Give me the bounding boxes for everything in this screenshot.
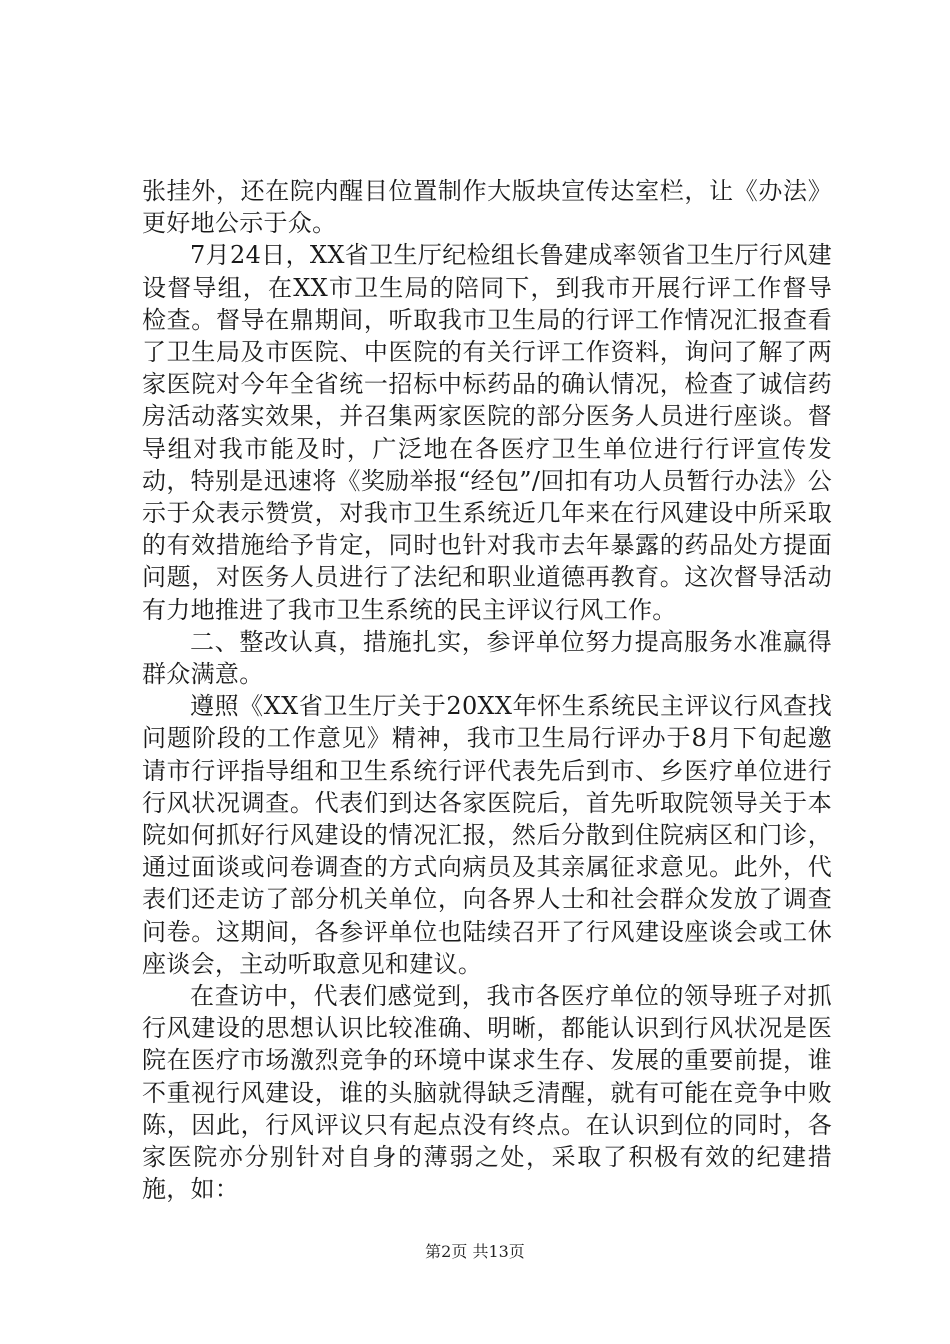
document-body [142,175,832,1206]
page-footer [0,1242,950,1262]
page-number-indicator: 第2页 共13页 [425,1242,525,1261]
paragraph-inspection: 7月24日，XX省卫生厅纪检组长鲁建成率领省卫生厅行风建设督导组，在XX市卫生局的陪同下，到我市开展行评工作督导检查。督导在鼎期间，听取我市卫生局的行评工作情况汇报查看了卫生局及市医院、中医院的有关行评工作资料，询问了解了两家医院对今年全省统一招标中标药品的确认情况，检查了诚信药房活动落实效果，并召集两家医院的部分医务人员进行座谈。督导组对我市能及时，广泛地在各医疗卫生单位进行行评宣传发动，特别是迅速将《奖励举报“经包”/回扣有功人员暂行办法》公示于众表示赞赏，对我市卫生系统近几年来在行风建设中所采取的有效措施给予肯定，同时也针对我市去年暴露的药品处方提面问题，对医务人员进行了法纪和职业道德再教育。这次督导活动有力地推进了我市卫生系统的民主评议行风工作。 [142,241,832,624]
section-heading-rectification: 二、整改认真，措施扎实，参评单位努力提高服务水准赢得群众满意。 [142,627,832,689]
paragraph-findings: 在查访中，代表们感觉到，我市各医疗单位的领导班子对抓行风建设的思想认识比较准确、明晰，都能认识到行风状况是医院在医疗市场激烈竞争的环境中谋求生存、发展的重要前提，谁不重视行风建设，谁的头脑就得缺乏清醒，就有可能在竞争中败陈，因此，行风评议只有起点没有终点。在认识到位的同时，各家医院亦分别针对自身的薄弱之处，采取了积极有效的纪建措施，如： [142,982,832,1204]
paragraph-continuation: 张挂外，还在院内醒目位置制作大版块宣传达室栏，让《办法》更好地公示于众。 [142,177,832,238]
paragraph-survey: 遵照《XX省卫生厅关于20XX年怀生系统民主评议行风查找问题阶段的工作意见》精神，我市卫生局行评办于8月下旬起邀请市行评指导组和卫生系统行评代表先后到市、乡医疗单位进行行风状况调查。代表们到达各家医院后，首先听取院领导关于本院如何抓好行风建设的情况汇报，然后分散到住院病区和门诊，通过面谈或问卷调查的方式向病员及其亲属征求意见。此外，代表们还走访了部分机关单位，向各界人士和社会群众发放了调查问卷。这期间，各参评单位也陆续召开了行风建设座谈会或工休座谈会，主动听取意见和建议。 [142,692,832,978]
